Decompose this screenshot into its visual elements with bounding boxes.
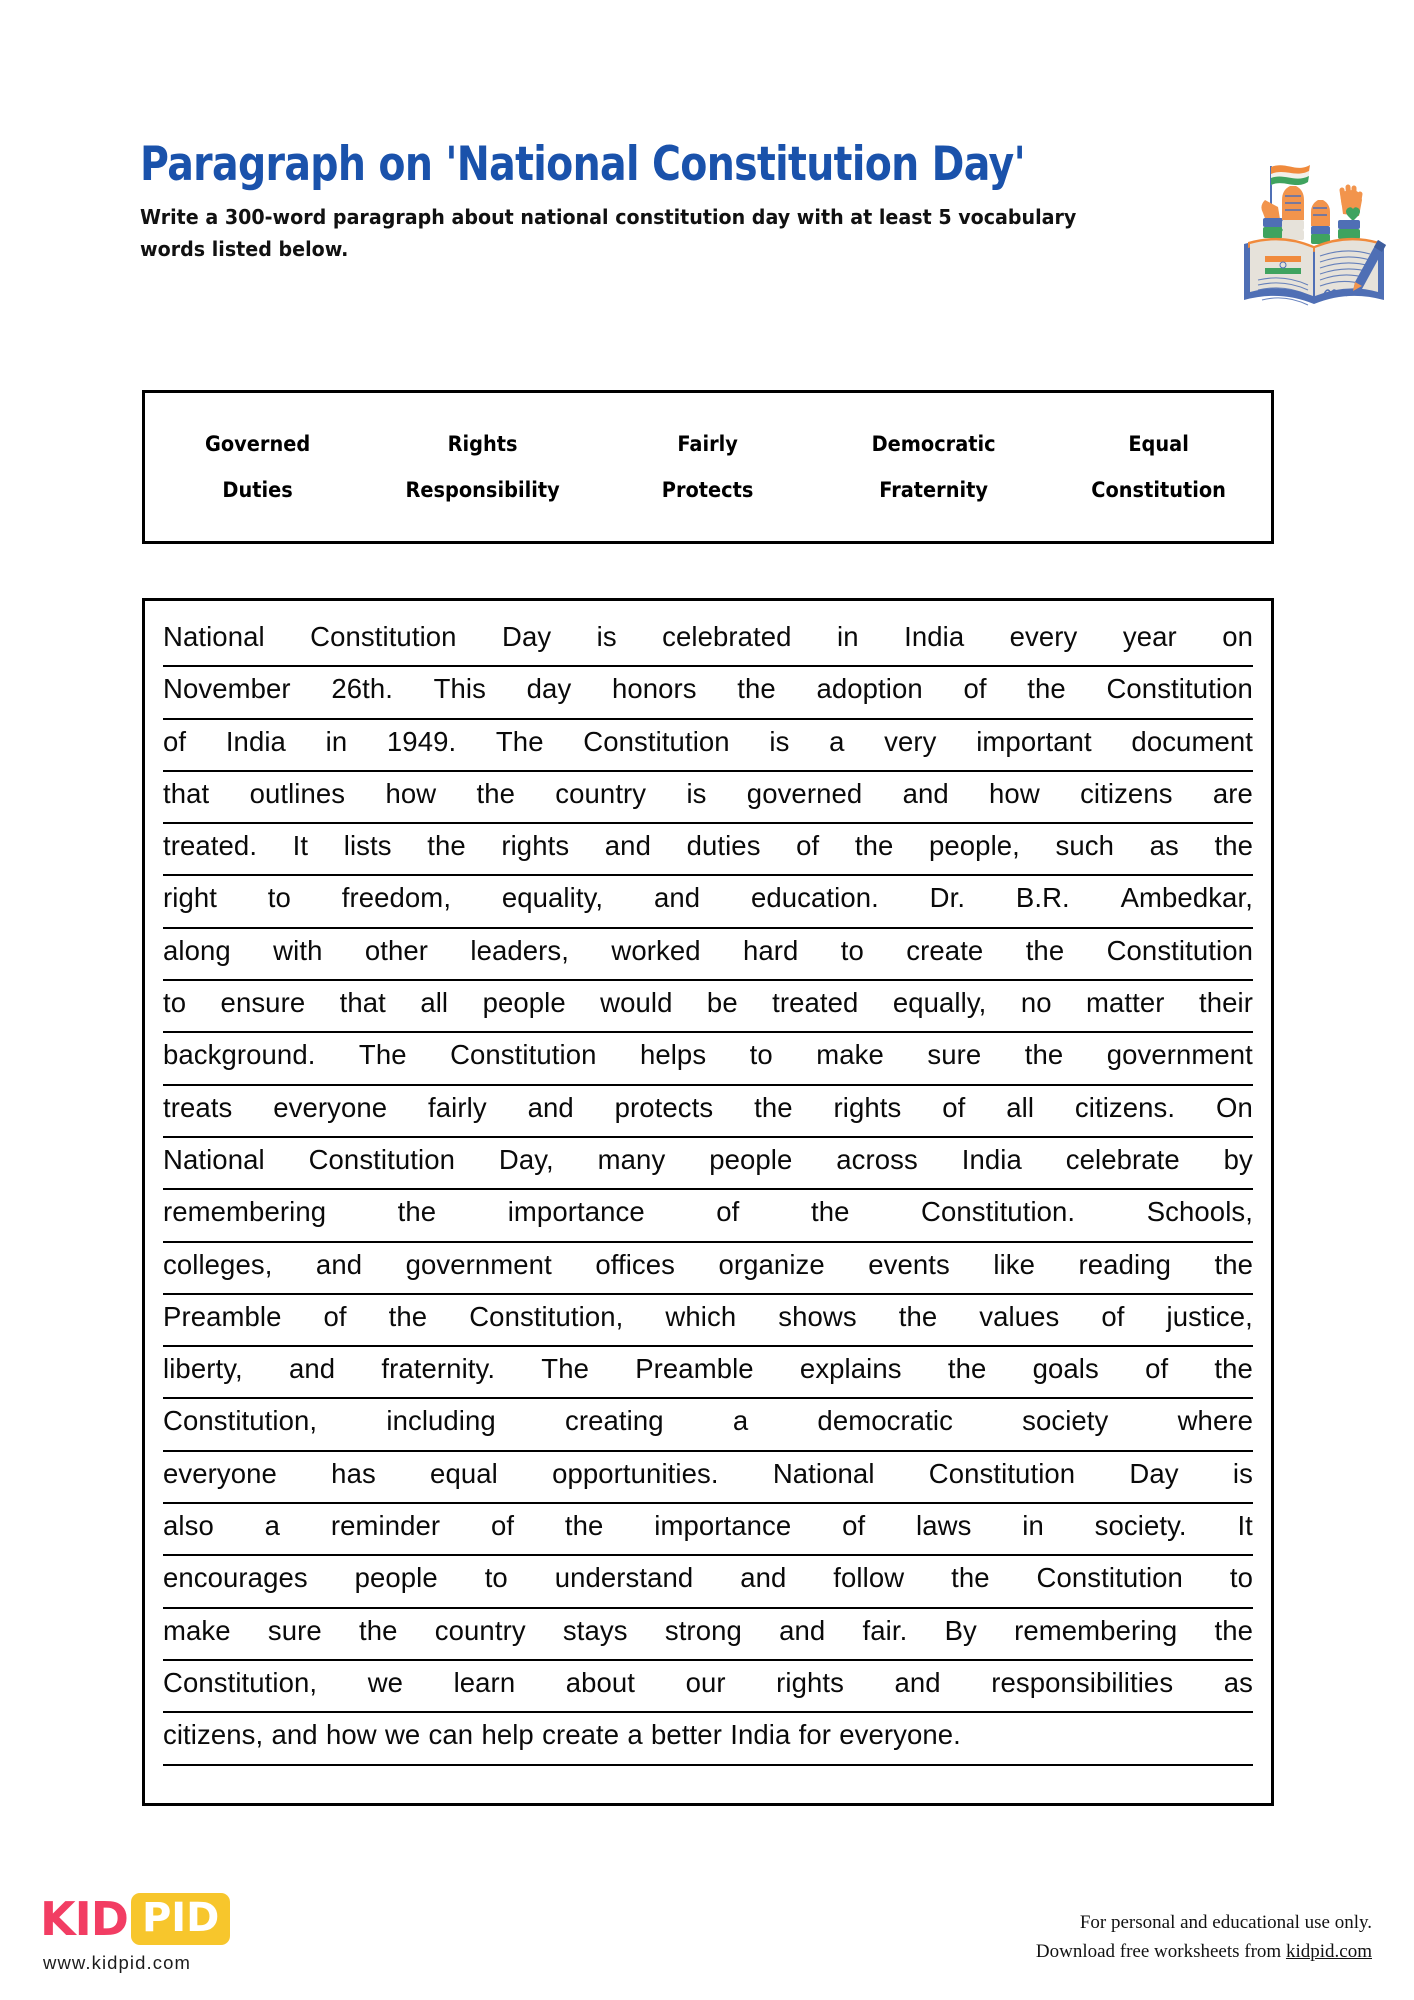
vocabulary-row — [145, 478, 1271, 503]
paragraph-word: and — [527, 1091, 574, 1123]
paragraph-word: explains — [799, 1353, 902, 1385]
open-book-illustration — [1238, 148, 1390, 320]
paragraph-word: year — [1122, 621, 1177, 652]
paragraph-word: events — [868, 1248, 950, 1280]
vocabulary-word: Democratic — [871, 431, 996, 457]
paragraph-word: would — [600, 987, 673, 1019]
paragraph-word: the — [737, 673, 776, 705]
paragraph-word: to — [1229, 1562, 1253, 1594]
paragraph-word: justice, — [1166, 1300, 1253, 1332]
paragraph-word: opportunities. — [552, 1457, 719, 1489]
paragraph-line — [163, 1452, 1253, 1504]
paragraph-word: be — [706, 987, 738, 1019]
paragraph-word: everyone — [273, 1091, 388, 1123]
paragraph-word: citizens, — [163, 1719, 264, 1751]
paragraph-word: Ambedkar, — [1120, 882, 1253, 914]
footer-note-prefix: Download free worksheets from — [1035, 1941, 1286, 1963]
paragraph-word: how — [385, 777, 437, 809]
paragraph-word: Day — [1129, 1457, 1179, 1489]
paragraph-word: how — [989, 777, 1040, 809]
paragraph-word: help — [481, 1719, 534, 1751]
paragraph-word: other — [364, 934, 429, 966]
paragraph-word: democratic — [817, 1405, 953, 1437]
paragraph-word: document — [1131, 725, 1253, 757]
paragraph-line — [163, 1033, 1253, 1085]
paragraph-word: stays — [562, 1614, 628, 1646]
paragraph-word: with — [273, 934, 323, 966]
paragraph-word: goals — [1032, 1353, 1099, 1385]
vocabulary-word: Duties — [222, 477, 293, 503]
paragraph-word: better — [651, 1719, 722, 1751]
paragraph-word: lists — [343, 830, 392, 862]
paragraph-word: equality, — [501, 882, 604, 914]
paragraph-word: create — [906, 934, 984, 966]
paragraph-word: is — [769, 725, 790, 757]
paragraph-word: country — [434, 1614, 526, 1646]
paragraph-word: treated — [772, 987, 859, 1019]
paragraph-word: This — [433, 673, 486, 705]
paragraph-word: the — [564, 1510, 604, 1542]
paragraph-word: the — [810, 1196, 850, 1228]
paragraph-line — [163, 667, 1253, 719]
paragraph-word: celebrated — [662, 621, 792, 652]
paragraph-word: government — [1106, 1039, 1253, 1071]
paragraph-word: country — [555, 777, 647, 809]
paragraph-word: Constitution — [310, 621, 457, 652]
paragraph-word: importance — [507, 1196, 645, 1228]
paragraph-word: equal — [430, 1457, 498, 1489]
paragraph-word: to — [840, 934, 864, 966]
paragraph-word: our — [685, 1666, 726, 1698]
paragraph-word: hard — [742, 934, 799, 966]
paragraph-word: as — [1149, 830, 1179, 862]
paragraph-word: shows — [778, 1300, 857, 1332]
paragraph-answer-box — [142, 598, 1274, 1806]
paragraph-word: by — [1223, 1143, 1253, 1175]
paragraph-word: treats — [163, 1091, 233, 1123]
paragraph-word: strong — [664, 1614, 742, 1646]
paragraph-word: in — [837, 621, 859, 652]
paragraph-word: that — [339, 987, 386, 1019]
paragraph-line — [163, 615, 1253, 667]
paragraph-word: fraternity. — [381, 1353, 496, 1385]
paragraph-word: in — [325, 725, 348, 757]
paragraph-word: rights — [776, 1666, 844, 1698]
paragraph-line — [163, 772, 1253, 824]
paragraph-word: the — [947, 1353, 987, 1385]
paragraph-word: B.R. — [1015, 882, 1070, 914]
paragraph-word: along — [163, 934, 231, 966]
paragraph-word: society. — [1094, 1510, 1187, 1542]
paragraph-word: of — [942, 1091, 966, 1123]
paragraph-word: of — [716, 1196, 740, 1228]
worksheet-instructions: Write a 300-word paragraph about national constitution day with at least 5 vocabulary words listed below. — [140, 205, 1077, 261]
paragraph-word: the — [476, 777, 515, 809]
vocabulary-word: Protects — [662, 477, 754, 503]
paragraph-word: outlines — [249, 777, 346, 809]
paragraph-word: National — [163, 621, 265, 652]
paragraph-word: is — [1232, 1457, 1253, 1489]
paragraph-word: rights — [501, 830, 570, 862]
vocabulary-word: Governed — [204, 431, 311, 457]
paragraph-text — [163, 615, 1253, 1766]
paragraph-word: The — [541, 1353, 589, 1385]
footer-note-line-1: For personal and educational use only. — [1079, 1912, 1372, 1933]
vocabulary-word-bank — [142, 390, 1274, 544]
paragraph-word: adoption — [816, 673, 923, 705]
paragraph-word: and — [315, 1248, 363, 1280]
logo-website-url: www.kidpid.com — [43, 1952, 192, 1973]
paragraph-word: citizens. — [1074, 1091, 1176, 1123]
paragraph-word: a — [829, 725, 845, 757]
paragraph-word: day — [526, 673, 572, 705]
paragraph-word: to — [749, 1039, 773, 1071]
paragraph-word: offices — [595, 1248, 675, 1280]
paragraph-line — [163, 876, 1253, 928]
paragraph-word: their — [1198, 987, 1253, 1019]
paragraph-line — [163, 720, 1253, 772]
paragraph-word: on — [1222, 621, 1253, 652]
paragraph-word: no — [1020, 987, 1052, 1019]
paragraph-word: the — [951, 1562, 990, 1594]
paragraph-word: of — [796, 830, 820, 862]
paragraph-line — [163, 1295, 1253, 1347]
paragraph-word: make — [816, 1039, 884, 1071]
paragraph-word: rights — [833, 1091, 902, 1123]
paragraph-word: many — [597, 1143, 666, 1175]
paragraph-word: like — [993, 1248, 1036, 1280]
paragraph-line — [163, 1661, 1253, 1713]
paragraph-word: India — [961, 1143, 1022, 1175]
paragraph-word: important — [976, 725, 1092, 757]
paragraph-word: remembering — [1014, 1614, 1178, 1646]
paragraph-word: of — [490, 1510, 515, 1542]
paragraph-word: are — [1212, 777, 1253, 809]
paragraph-word: National — [163, 1143, 265, 1175]
paragraph-word: Constitution — [1036, 1562, 1183, 1594]
paragraph-word: celebrate — [1065, 1143, 1180, 1175]
vocabulary-word: Equal — [1128, 431, 1189, 457]
paragraph-word: people — [354, 1562, 438, 1594]
paragraph-word: On — [1216, 1091, 1253, 1123]
paragraph-word: of — [163, 725, 187, 757]
worksheet-header — [140, 137, 1230, 265]
paragraph-word: understand — [554, 1562, 694, 1594]
kidpid-logo — [40, 1893, 310, 1974]
paragraph-word: equally, — [892, 987, 987, 1019]
paragraph-line — [163, 1138, 1253, 1190]
paragraph-word: colleges, — [163, 1248, 273, 1280]
paragraph-word: protects — [614, 1091, 714, 1123]
paragraph-word: reminder — [330, 1510, 441, 1542]
paragraph-word: leaders, — [470, 934, 570, 966]
paragraph-line — [163, 1504, 1253, 1556]
paragraph-word: Constitution — [1106, 673, 1253, 705]
paragraph-word: of — [323, 1300, 347, 1332]
paragraph-word: Constitution, — [163, 1666, 318, 1698]
paragraph-word: November — [163, 673, 291, 705]
paragraph-word: and — [288, 1353, 336, 1385]
paragraph-word: Constitution — [583, 725, 730, 757]
paragraph-word: which — [665, 1300, 737, 1332]
paragraph-word: liberty, — [163, 1353, 243, 1385]
paragraph-word: Preamble — [635, 1353, 754, 1385]
kidpid-link[interactable]: kidpid.com — [1285, 1941, 1372, 1963]
paragraph-word: responsibilities — [991, 1666, 1174, 1698]
paragraph-word: how — [325, 1719, 377, 1751]
paragraph-word: importance — [654, 1510, 792, 1542]
paragraph-word: across — [836, 1143, 918, 1175]
paragraph-word: the — [397, 1196, 437, 1228]
paragraph-word: the — [898, 1300, 938, 1332]
paragraph-word: Day, — [498, 1143, 554, 1175]
paragraph-word: very — [884, 725, 937, 757]
vocabulary-row — [145, 432, 1271, 457]
paragraph-word: Schools, — [1146, 1196, 1253, 1228]
paragraph-word: 26th. — [331, 673, 393, 705]
paragraph-word: worked — [611, 934, 701, 966]
paragraph-word: Constitution — [1106, 934, 1253, 966]
paragraph-word: organize — [718, 1248, 825, 1280]
paragraph-line — [163, 1190, 1253, 1242]
vocabulary-word: Rights — [447, 431, 518, 457]
paragraph-word: values — [979, 1300, 1060, 1332]
paragraph-word: including — [386, 1405, 496, 1437]
paragraph-word: Preamble — [163, 1300, 282, 1332]
paragraph-word: It — [292, 830, 309, 862]
paragraph-word: the — [1214, 1248, 1253, 1280]
paragraph-word: matter — [1086, 987, 1165, 1019]
paragraph-word: for — [798, 1719, 831, 1751]
paragraph-line — [163, 1713, 1253, 1765]
paragraph-line — [163, 1243, 1253, 1295]
paragraph-word: It — [1237, 1510, 1253, 1542]
logo-text-pid: PID — [131, 1893, 230, 1945]
paragraph-word: of — [1101, 1300, 1125, 1332]
paragraph-word: as — [1223, 1666, 1253, 1698]
paragraph-word: has — [331, 1457, 376, 1489]
paragraph-word: can — [428, 1719, 474, 1751]
paragraph-line — [163, 824, 1253, 876]
paragraph-word: a — [264, 1510, 281, 1542]
paragraph-word: fair. — [862, 1614, 908, 1646]
paragraph-word: National — [772, 1457, 875, 1489]
paragraph-word: the — [754, 1091, 793, 1123]
paragraph-word: everyone. — [839, 1719, 961, 1751]
paragraph-word: duties — [686, 830, 761, 862]
paragraph-line — [163, 1609, 1253, 1661]
paragraph-word: fairly — [428, 1091, 487, 1123]
paragraph-word: honors — [611, 673, 697, 705]
paragraph-word: Constitution, — [469, 1300, 624, 1332]
paragraph-word: India — [730, 1719, 791, 1751]
paragraph-word: creating — [565, 1405, 664, 1437]
paragraph-word: to — [267, 882, 291, 914]
paragraph-word: where — [1177, 1405, 1253, 1437]
paragraph-word: follow — [833, 1562, 905, 1594]
paragraph-word: Constitution — [308, 1143, 455, 1175]
paragraph-word: governed — [746, 777, 863, 809]
paragraph-word: By — [944, 1614, 977, 1646]
paragraph-word: a — [627, 1719, 643, 1751]
paragraph-word: helps — [639, 1039, 707, 1071]
vocabulary-word: Fairly — [677, 431, 739, 457]
paragraph-word: encourages — [163, 1562, 308, 1594]
paragraph-word: laws — [916, 1510, 972, 1542]
paragraph-word: India — [225, 725, 286, 757]
paragraph-word: sure — [267, 1614, 322, 1646]
paragraph-word: the — [359, 1614, 398, 1646]
paragraph-word: and — [604, 830, 651, 862]
paragraph-word: background. — [163, 1039, 316, 1071]
paragraph-word: the — [388, 1300, 428, 1332]
paragraph-word: freedom, — [341, 882, 452, 914]
paragraph-line — [163, 1086, 1253, 1138]
paragraph-word: The — [495, 725, 544, 757]
logo-mark — [40, 1893, 310, 1945]
paragraph-word: Dr. — [929, 882, 966, 914]
paragraph-word: Constitution, — [163, 1405, 318, 1437]
paragraph-word: treated. — [163, 830, 258, 862]
paragraph-word: such — [1055, 830, 1115, 862]
page-title: Paragraph on 'National Constitution Day' — [140, 137, 1026, 192]
paragraph-word: the — [1214, 1353, 1253, 1385]
footer-usage-note — [932, 1908, 1372, 1967]
paragraph-word: Constitution — [450, 1039, 597, 1071]
paragraph-word: that — [163, 777, 210, 809]
paragraph-word: of — [1145, 1353, 1169, 1385]
paragraph-word: and — [894, 1666, 941, 1698]
paragraph-word: the — [1024, 1039, 1064, 1071]
paragraph-word: people — [482, 987, 566, 1019]
paragraph-word: and — [779, 1614, 826, 1646]
paragraph-line — [163, 1347, 1253, 1399]
paragraph-word: make — [163, 1614, 231, 1646]
paragraph-word: The — [358, 1039, 407, 1071]
paragraph-word: the — [427, 830, 466, 862]
paragraph-word: government — [405, 1248, 552, 1280]
paragraph-word: all — [1006, 1091, 1035, 1123]
paragraph-word: Constitution — [928, 1457, 1076, 1489]
paragraph-word: of — [963, 673, 987, 705]
paragraph-word: reading — [1078, 1248, 1171, 1280]
paragraph-word: citizens — [1080, 777, 1173, 809]
vocabulary-word: Fraternity — [878, 477, 988, 503]
paragraph-word: a — [732, 1405, 749, 1437]
paragraph-word: Constitution. — [921, 1196, 1076, 1228]
paragraph-word: is — [596, 621, 617, 652]
paragraph-word: everyone — [163, 1457, 277, 1489]
paragraph-word: to — [163, 987, 187, 1019]
paragraph-word: in — [1022, 1510, 1044, 1542]
vocabulary-word: Constitution — [1091, 477, 1226, 503]
paragraph-word: people — [709, 1143, 793, 1175]
paragraph-word: and — [740, 1562, 787, 1594]
paragraph-word: the — [1027, 673, 1066, 705]
paragraph-word: Day — [502, 621, 552, 652]
paragraph-line — [163, 929, 1253, 981]
paragraph-word: the — [854, 830, 894, 862]
paragraph-word: the — [1025, 934, 1065, 966]
paragraph-word: 1949. — [386, 725, 457, 757]
paragraph-word: India — [904, 621, 965, 652]
footer-note-line-2 — [932, 1937, 1372, 1966]
paragraph-word: we — [384, 1719, 421, 1751]
paragraph-word: ensure — [220, 987, 306, 1019]
paragraph-word: remembering — [163, 1196, 327, 1228]
paragraph-line — [163, 1556, 1253, 1608]
paragraph-word: is — [686, 777, 707, 809]
paragraph-line — [163, 1399, 1253, 1451]
vocabulary-word: Responsibility — [405, 477, 560, 503]
paragraph-word: every — [1009, 621, 1078, 652]
paragraph-word: the — [1214, 830, 1253, 862]
paragraph-word: and — [653, 882, 701, 914]
paragraph-word: of — [842, 1510, 866, 1542]
paragraph-word: sure — [927, 1039, 982, 1071]
paragraph-word: people, — [929, 830, 1020, 862]
paragraph-word: education. — [750, 882, 879, 914]
paragraph-word: also — [163, 1510, 214, 1542]
logo-text-kid: KID — [40, 1892, 128, 1946]
paragraph-line — [163, 981, 1253, 1033]
paragraph-word: learn — [453, 1666, 516, 1698]
paragraph-word: and — [271, 1719, 318, 1751]
paragraph-word: and — [902, 777, 949, 809]
paragraph-word: all — [420, 987, 449, 1019]
paragraph-word: the — [1214, 1614, 1253, 1646]
paragraph-word: we — [367, 1666, 404, 1698]
paragraph-word: create — [542, 1719, 620, 1751]
paragraph-word: about — [565, 1666, 636, 1698]
paragraph-word: right — [163, 882, 217, 914]
paragraph-word: society — [1022, 1405, 1109, 1437]
paragraph-word: to — [484, 1562, 508, 1594]
